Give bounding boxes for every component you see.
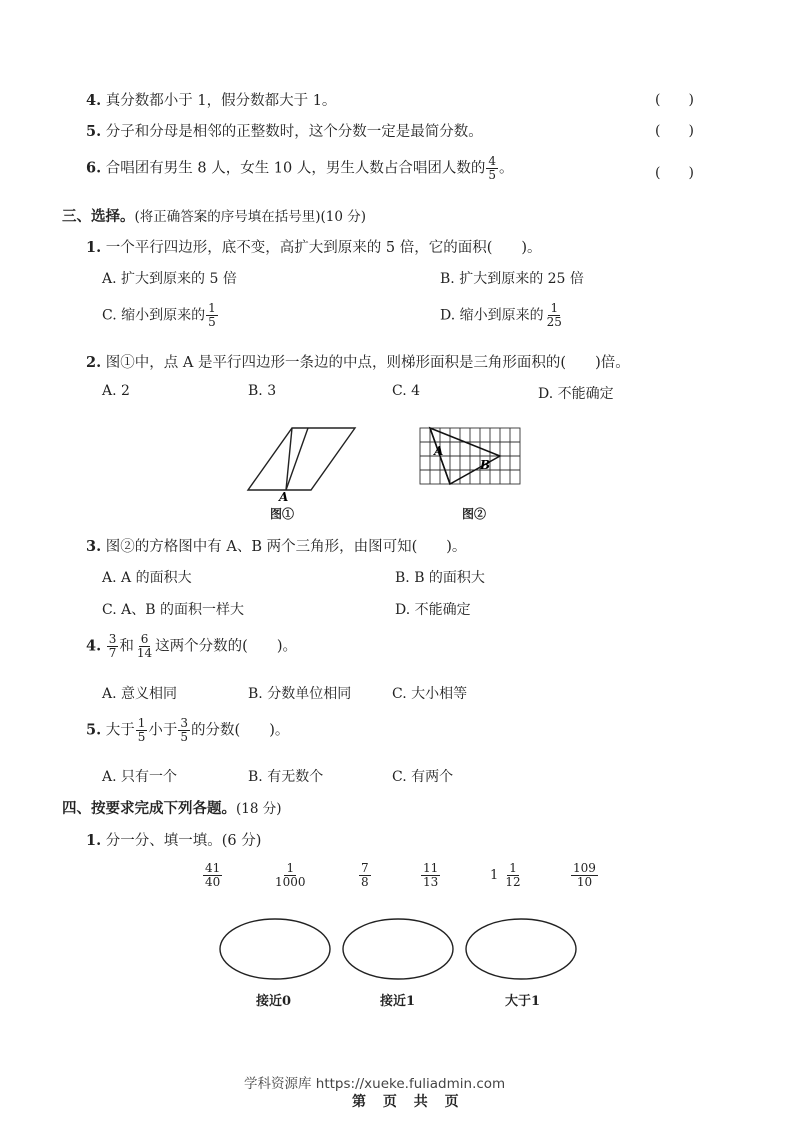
option-d[interactable]: D. 缩小到原来的 $\frac{1}{25}$ (440, 301, 562, 329)
footer-site: 学科资源库 https://xueke.fuliadmin.com (244, 1076, 506, 1092)
oval-label: 接近0 (256, 994, 292, 1009)
answer-paren[interactable]: ( ) (655, 123, 694, 139)
fraction: $\frac{1}{5}$ (208, 301, 216, 329)
option-c[interactable]: C. A、B 的面积一样大 (102, 602, 244, 618)
option-c[interactable]: C. 缩小到原来的 $\frac{1}{5}$ (102, 301, 216, 329)
option-b[interactable]: B. 3 (248, 383, 277, 399)
fraction: $\frac{3}{5}$ (180, 716, 189, 744)
triangle-a-label: A (434, 444, 444, 458)
option-a[interactable]: A. 只有一个 (102, 769, 178, 785)
judge-item-4: 4. 真分数都小于 1，假分数都大于 1。 (86, 92, 337, 109)
option-c[interactable]: C. 有两个 (392, 769, 454, 785)
oval-label: 大于1 (505, 994, 541, 1009)
sorting-ovals (214, 915, 584, 985)
fraction: $\frac{6}{14}$ (136, 632, 153, 660)
answer-paren[interactable]: ( ) (655, 165, 694, 181)
option-a[interactable]: A. 2 (102, 383, 130, 399)
section-3-title: 三、选择。(将正确答案的序号填在括号里)(10 分) (62, 208, 367, 225)
option-a[interactable]: A. A 的面积大 (102, 570, 192, 586)
option-c[interactable]: C. 4 (392, 383, 421, 399)
section-4-title: 四、按要求完成下列各题。(18 分) (62, 800, 282, 817)
question-3-4: 4. $\frac{3}{7}$ 和 $\frac{6}{14}$ 这两个分数的( )。 (86, 632, 297, 660)
option-b[interactable]: B. 扩大到原来的 25 倍 (440, 271, 584, 287)
fraction: $\frac{109}{10}$ (573, 861, 596, 889)
answer-paren[interactable]: ( ) (655, 92, 694, 108)
fraction: $\frac{11}{13}$ (423, 861, 439, 889)
fraction-list-item[interactable] (358, 862, 372, 889)
oval-label: 接近1 (380, 994, 416, 1009)
fraction: $\frac{1}{25}$ (546, 301, 562, 329)
figure-1-parallelogram (240, 420, 370, 525)
figure-2-label: 图② (462, 507, 487, 521)
figure-1-label: 图① (270, 507, 295, 521)
option-b[interactable]: B. 分数单位相同 (248, 686, 352, 702)
fraction-list-item[interactable] (420, 862, 441, 889)
figure-2-grid (418, 426, 524, 488)
fraction-list-item[interactable] (202, 862, 223, 889)
judge-item-5: 5. 分子和分母是相邻的正整数时，这个分数一定是最简分数。 (86, 123, 483, 140)
fraction: $\frac{4}{5}$ (488, 154, 497, 182)
fraction: $\frac{41}{40}$ (205, 861, 221, 889)
option-d[interactable]: D. 不能确定 (395, 602, 471, 618)
question-4-1: 1. 分一分、填一填。(6 分) (86, 832, 262, 849)
question-3-5: 5. 大于 $\frac{1}{5}$ 小于 $\frac{3}{5}$ 的分数( )。 (86, 716, 290, 744)
question-3-1: 1. 一个平行四边形，底不变，高扩大到原来的 5 倍，它的面积( )。 (86, 239, 542, 256)
footer-page: 第 页 共 页 (352, 1094, 465, 1110)
fraction-list-item[interactable] (272, 862, 309, 889)
option-a[interactable]: A. 扩大到原来的 5 倍 (102, 271, 237, 287)
judge-item-6: 6. 合唱团有男生 8 人，女生 10 人，男生人数占合唱团人数的 $\frac{4}{5}$ 。 (86, 154, 514, 182)
fraction: $\frac{1}{1000}$ (275, 861, 306, 889)
question-3-3: 3. 图②的方格图中有 A、B 两个三角形，由图可知( )。 (86, 538, 467, 555)
fraction: $\frac{1}{12}$ (505, 861, 521, 889)
option-b[interactable]: B. B 的面积大 (395, 570, 485, 586)
fraction: $\frac{1}{5}$ (137, 716, 146, 744)
option-c[interactable]: C. 大小相等 (392, 686, 468, 702)
oval-near-1 (343, 919, 453, 979)
option-a[interactable]: A. 意义相同 (102, 686, 178, 702)
fraction: $\frac{7}{8}$ (361, 861, 369, 889)
triangle-b-label: B (480, 458, 491, 472)
fraction-list-item[interactable]: 1 $\frac{1}{12}$ (490, 861, 521, 889)
question-3-2: 2. 图①中，点 A 是平行四边形一条边的中点，则梯形面积是三角形面积的( )倍。 (86, 354, 630, 371)
fraction: $\frac{3}{7}$ (108, 632, 117, 660)
option-d[interactable]: D. 不能确定 (538, 386, 614, 402)
oval-near-0 (220, 919, 330, 979)
oval-greater-1 (466, 919, 576, 979)
fraction-list-item[interactable] (570, 862, 599, 889)
option-b[interactable]: B. 有无数个 (248, 769, 324, 785)
point-a-label: A (279, 490, 289, 504)
